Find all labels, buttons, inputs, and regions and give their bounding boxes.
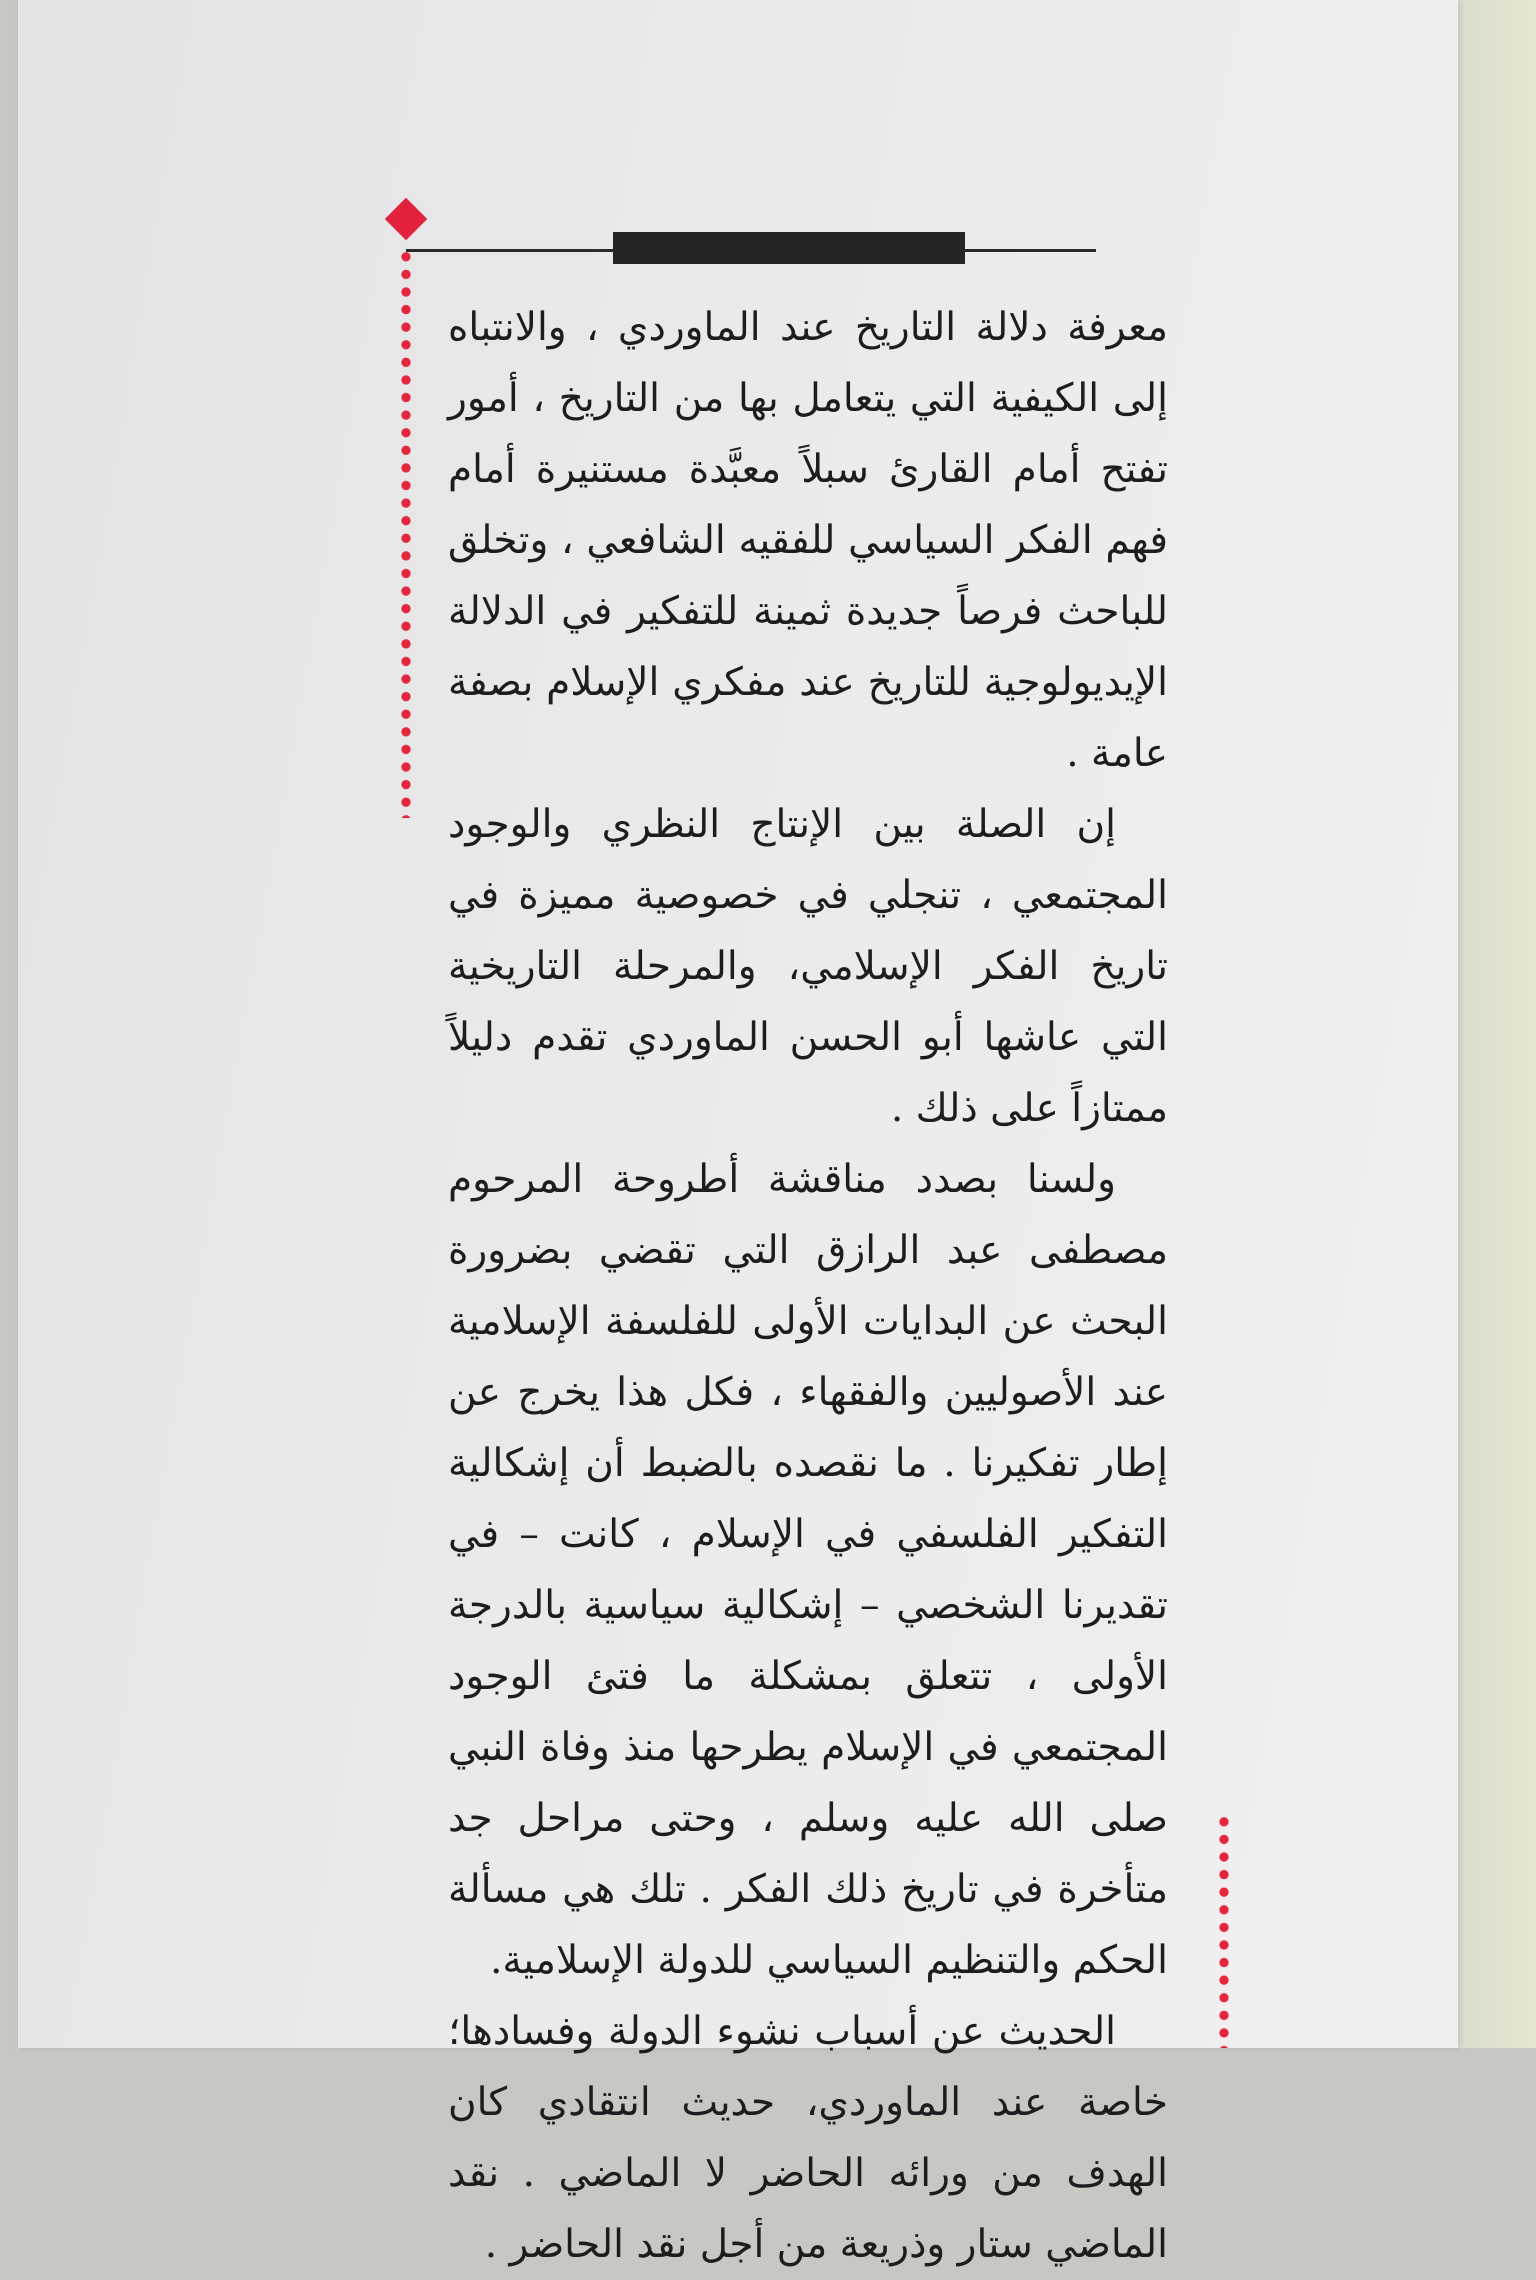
body-text [448, 292, 1168, 2280]
paragraph-3: ولسنا بصدد مناقشة أطروحة المرحوم مصطفى عبد الرازق التي تقضي بضرورة البحث عن البدايات الأولى للفلسفة الإسلامية عند الأصوليين والفقهاء ، فكل هذا يخرج عن إطار تفكيرنا . ما نقصده بالضبط أن إشكالية التفكير الفلسفي في الإسلام ، كانت – في تقديرنا الشخصي – إشكالية سياسية بالدرجة الأولى ، تتعلق بمشكلة ما فتئ الوجود المجتمعي في الإسلام يطرحها منذ وفاة النبي صلى الله عليه وسلم ، وحتى مراحل جد متأخرة في تاريخ ذلك الفكر . تلك هي مسألة الحكم والتنظيم السياسي للدولة الإسلامية. [448, 1157, 1168, 1983]
dotted-border-right [1218, 1813, 1230, 2048]
red-diamond-ornament [385, 198, 427, 240]
paragraph-1: معرفة دلالة التاريخ عند الماوردي ، والانتباه إلى الكيفية التي يتعامل بها من التاريخ ، أمور تفتح أمام القارئ سبلاً معبَّدة مستنيرة أمام فهم الفكر السياسي للفقيه الشافعي ، وتخلق للباحث فرصاً جديدة ثمينة للتفكير في الدلالة الإيديولوجية للتاريخ عند مفكري الإسلام بصفة عامة . [448, 305, 1168, 776]
dotted-border-left [400, 248, 412, 818]
paragraph-2: إن الصلة بين الإنتاج النظري والوجود المجتمعي ، تنجلي في خصوصية مميزة في تاريخ الفكر الإسلامي، والمرحلة التاريخية التي عاشها أبو الحسن الماوردي تقدم دليلاً ممتازاً على ذلك . [448, 802, 1168, 1131]
background-surface [1456, 0, 1536, 2048]
header-rule-bar [613, 232, 965, 264]
book-page [18, 0, 1458, 2267]
paragraph-4: الحديث عن أسباب نشوء الدولة وفسادها؛ خاصة عند الماوردي، حديث انتقادي كان الهدف من ورائه الحاضر لا الماضي . نقد الماضي ستار وذريعة من أجل نقد الحاضر . [448, 2009, 1168, 2267]
